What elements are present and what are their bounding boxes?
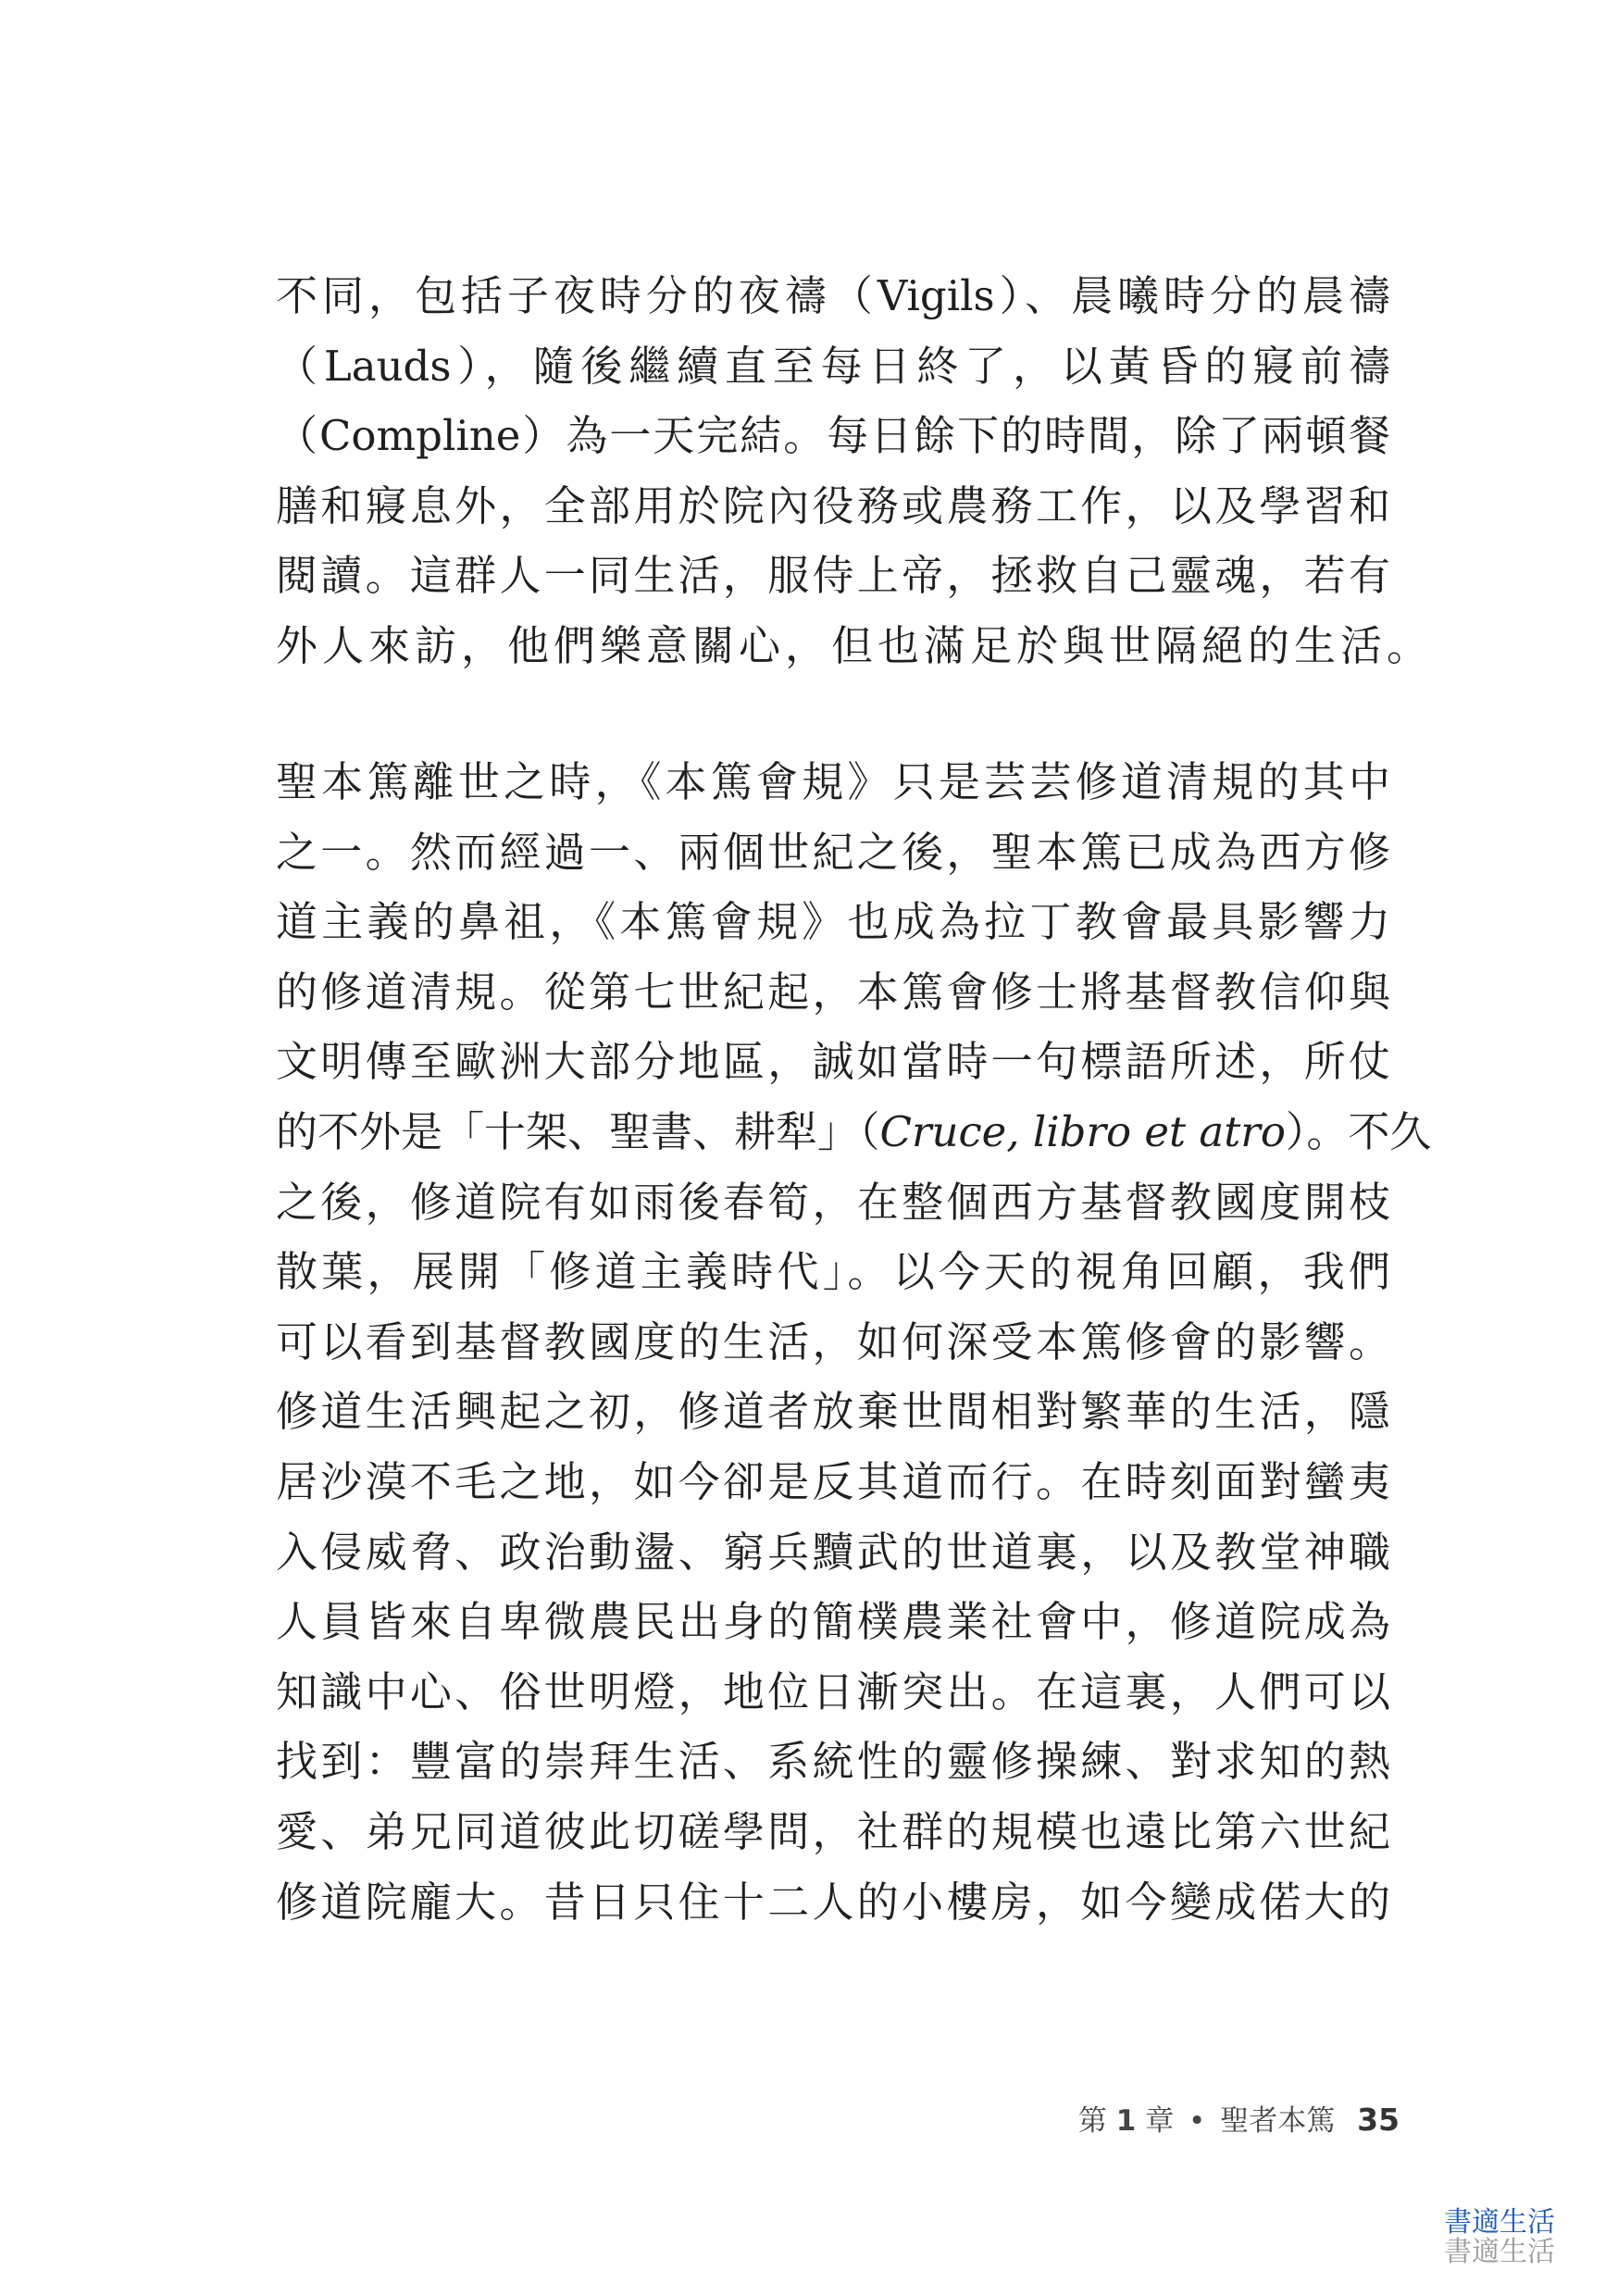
text-line: 可以看到基督教國度的生活，如何深受本篤修會的影響。 [276, 1316, 1390, 1366]
footer-separator: • [1189, 2104, 1206, 2138]
text-line: 人員皆來自卑微農民出身的簡樸農業社會中，修道院成為 [276, 1597, 1390, 1647]
text-line: 散葉，展開「修道主義時代」。以今天的視角回顧，我們 [276, 1247, 1390, 1297]
text-line: 文明傳至歐洲大部分地區，誠如當時一句標語所述，所仗 [276, 1037, 1390, 1087]
text-line: （Compline）為一天完結。每日餘下的時間，除了兩頓餐 [276, 411, 1390, 461]
text-line [276, 1097, 1432, 1167]
page-number: 35 [1357, 2102, 1400, 2138]
chapter-title: 聖者本篤 [1220, 2104, 1336, 2138]
text-line: 之一。然而經過一、兩個世紀之後，聖本篤已成為西方修 [276, 827, 1390, 877]
text-line: 不同，包括子夜時分的夜禱（Vigils）、晨曦時分的晨禱 [276, 271, 1390, 320]
latin-phrase: Cruce, libro et atro [879, 1107, 1286, 1156]
page-footer [1078, 2092, 1400, 2148]
text-line: 居沙漠不毛之地，如今卻是反其道而行。在時刻面對蠻夷 [276, 1457, 1390, 1506]
text-line: （Lauds），隨後繼續直至每日終了，以黃昏的寢前禱 [276, 341, 1390, 391]
text-segment: ）。不久 [1285, 1107, 1432, 1156]
watermark-line-2: 書適生活 [1444, 2236, 1555, 2268]
text-line: 愛、弟兄同道彼此切磋學問，社群的規模也遠比第六世紀 [276, 1807, 1390, 1856]
chapter-suffix: 章 [1145, 2104, 1175, 2138]
text-line: 閱讀。這群人一同生活，服侍上帝，拯救自己靈魂，若有 [276, 551, 1390, 601]
text-line: 膳和寢息外，全部用於院內役務或農務工作，以及學習和 [276, 480, 1390, 530]
text-line: 道主義的鼻祖，《本篤會規》也成為拉丁教會最具影響力 [276, 897, 1390, 947]
text-line: 修道院龐大。昔日只住十二人的小樓房，如今變成偌大的 [276, 1877, 1390, 1927]
text-line: 的修道清規。從第七世紀起，本篤會修士將基督教信仰與 [276, 967, 1390, 1017]
text-line: 找到：豐富的崇拜生活、系統性的靈修操練、對求知的熱 [276, 1737, 1390, 1787]
text-line: 聖本篤離世之時，《本篤會規》只是芸芸修道清規的其中 [276, 757, 1390, 806]
text-line: 之後，修道院有如雨後春筍，在整個西方基督教國度開枝 [276, 1177, 1390, 1227]
text-line: 入侵威脅、政治動盪、窮兵黷武的世道裏，以及教堂神職 [276, 1527, 1390, 1577]
text-line: 外人來訪，他們樂意關心，但也滿足於與世隔絕的生活。 [276, 621, 1434, 670]
watermark [1444, 2208, 1555, 2267]
chapter-prefix: 第 [1077, 2104, 1107, 2138]
text-line: 修道生活興起之初，修道者放棄世間相對繁華的生活，隱 [276, 1387, 1390, 1437]
chapter-number: 1 [1115, 2104, 1137, 2138]
text-line: 知識中心、俗世明燈，地位日漸突出。在這裏，人們可以 [276, 1666, 1390, 1716]
watermark-line-1: 書適生活 [1444, 2206, 1555, 2239]
text-segment: 的不外是「十架、聖書、耕犁」（ [276, 1107, 880, 1156]
